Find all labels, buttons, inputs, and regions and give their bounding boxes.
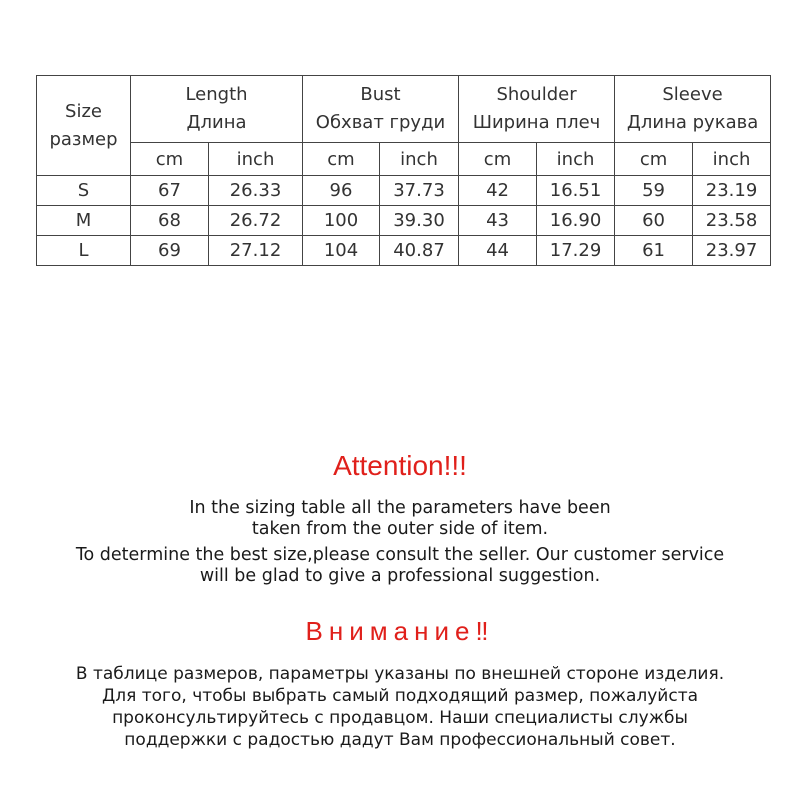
table-cell: 23.97 — [693, 236, 771, 266]
unit-cell: cm — [303, 143, 380, 176]
size-header-en: Size — [65, 100, 102, 122]
notice-ru-line: проконсультируйтесь с продавцом. Наши специалисты службы — [112, 708, 688, 728]
shoulder-header-ru: Ширина плеч — [472, 112, 601, 133]
bust-header-en: Bust — [360, 84, 401, 105]
unit-cell: inch — [209, 143, 303, 176]
table-cell: 37.73 — [380, 176, 459, 206]
attention-heading-en: Attention!!! — [333, 450, 467, 481]
sizing-note-en — [0, 498, 800, 540]
table-cell: 59 — [615, 176, 693, 206]
length-header-ru: Длина — [186, 112, 247, 133]
attention-heading-ru: Внимание‼ — [305, 616, 495, 646]
sleeve-header-cell — [615, 76, 771, 143]
unit-row — [37, 143, 771, 176]
notice-ru-line: поддержки с радостью дадут Вам профессиональный совет. — [124, 730, 676, 750]
table-cell: 40.87 — [380, 236, 459, 266]
table-cell: 16.90 — [537, 206, 615, 236]
unit-cell: inch — [380, 143, 459, 176]
table-cell: 39.30 — [380, 206, 459, 236]
table-cell: 17.29 — [537, 236, 615, 266]
table-cell: 60 — [615, 206, 693, 236]
size-header-ru: размер — [49, 128, 118, 150]
bust-header-cell — [303, 76, 459, 143]
consult-note-line: To determine the best size,please consult the seller. Our customer service — [75, 545, 725, 565]
size-label-cell: L — [37, 236, 131, 266]
size-label-cell: M — [37, 206, 131, 236]
table-cell: 104 — [303, 236, 380, 266]
table-cell: 69 — [131, 236, 209, 266]
table-cell: 96 — [303, 176, 380, 206]
table-row — [37, 236, 771, 266]
header-row — [37, 76, 771, 143]
size-chart-table — [36, 75, 771, 266]
table-cell: 16.51 — [537, 176, 615, 206]
table-cell: 61 — [615, 236, 693, 266]
table-cell: 23.58 — [693, 206, 771, 236]
table-cell: 43 — [459, 206, 537, 236]
table-row — [37, 176, 771, 206]
sizing-note-line: In the sizing table all the parameters have been — [189, 498, 611, 518]
table-row — [37, 206, 771, 236]
table-cell: 42 — [459, 176, 537, 206]
table-cell: 44 — [459, 236, 537, 266]
unit-cell: cm — [131, 143, 209, 176]
table-cell: 23.19 — [693, 176, 771, 206]
size-header-cell — [37, 76, 131, 176]
unit-cell: inch — [693, 143, 771, 176]
shoulder-header-en: Shoulder — [496, 84, 577, 105]
consult-note-en — [0, 545, 800, 587]
table-cell: 100 — [303, 206, 380, 236]
table-cell: 27.12 — [209, 236, 303, 266]
sleeve-header-en: Sleeve — [662, 84, 723, 105]
sizing-note-line: taken from the outer side of item. — [251, 519, 549, 539]
table-cell: 26.72 — [209, 206, 303, 236]
shoulder-header-cell — [459, 76, 615, 143]
bust-header-ru: Обхват груди — [315, 112, 446, 133]
notice-ru-line: Для того, чтобы выбрать самый подходящий размер, пожалуйста — [101, 686, 699, 706]
size-label-cell: S — [37, 176, 131, 206]
unit-cell: cm — [615, 143, 693, 176]
sleeve-header-ru: Длина рукава — [626, 112, 759, 133]
length-header-cell — [131, 76, 303, 143]
unit-cell: inch — [537, 143, 615, 176]
notice-ru-line: В таблице размеров, параметры указаны по внешней стороне изделия. — [75, 664, 725, 684]
length-header-en: Length — [185, 84, 248, 105]
unit-cell: cm — [459, 143, 537, 176]
notice-ru — [0, 663, 800, 751]
consult-note-line: will be glad to give a professional suggestion. — [199, 566, 601, 586]
table-cell: 67 — [131, 176, 209, 206]
table-cell: 68 — [131, 206, 209, 236]
table-cell: 26.33 — [209, 176, 303, 206]
